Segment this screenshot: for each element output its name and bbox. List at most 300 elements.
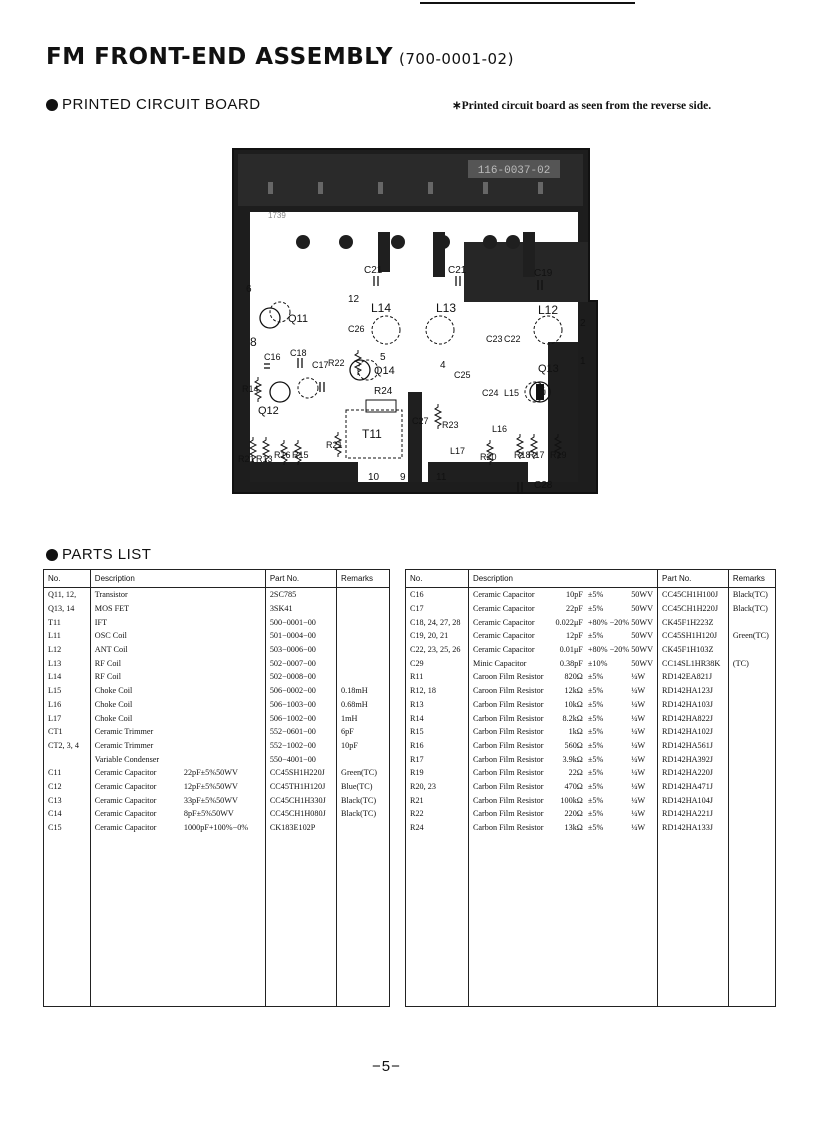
pcb-label-q14: Q14 (374, 365, 395, 377)
cell-val: 0.38pF (559, 658, 583, 668)
q13-gate (536, 384, 544, 400)
pcb-label-q13: Q13 (538, 363, 559, 375)
cell-rem (337, 821, 390, 835)
cell-part: RD142HA561J (658, 739, 729, 753)
cell-no: R16 (406, 739, 469, 753)
cell-spec (180, 670, 265, 684)
pcb-label-c18: C18 (290, 348, 307, 358)
cell-volt: 50WV (630, 656, 657, 670)
cell-part: CC45CH1H220J (658, 602, 729, 616)
cell-rem (728, 725, 775, 739)
cell-empty (587, 834, 630, 1006)
pcb-label-6: 6 (246, 284, 252, 295)
cell-spec (180, 656, 265, 670)
cell-no: R11 (406, 670, 469, 684)
cell-desc: RF Coil (90, 656, 180, 670)
cell-rem (337, 615, 390, 629)
cell-rem (337, 643, 390, 657)
pcb-label-r24: R24 (374, 386, 393, 397)
table-row (44, 766, 390, 780)
cell-rem: Green(TC) (337, 766, 390, 780)
page-title (46, 44, 514, 70)
page-number: −5− (372, 1058, 401, 1075)
cell-desc: Ceramic Capacitor (90, 780, 180, 794)
pcb-label-c26: C26 (348, 324, 365, 334)
cell-no: L14 (44, 670, 91, 684)
cell-tol: ±5% (587, 590, 604, 600)
cell-desc: ANT Coil (90, 643, 180, 657)
cell-part: 506−1002−00 (265, 711, 336, 725)
cell-rem: 10pF (337, 739, 390, 753)
pcb-label-c19: C19 (534, 268, 553, 279)
cell-part: CC45TH1H120J (265, 780, 336, 794)
cell-val: 470Ω (564, 781, 583, 791)
cell-tol: ±5% (587, 699, 604, 709)
pcb-label-c28: C28 (534, 480, 553, 491)
cell-tol: ±5% (587, 823, 604, 833)
cell-spec: 8pF±5%50WV (180, 807, 265, 821)
parts-table-right (405, 569, 776, 1007)
cell-desc: Minic Capacitor (468, 656, 551, 670)
col-description: Description (90, 570, 265, 588)
cell-tol: +80% −20% (587, 645, 630, 655)
cell-desc: Carbon Film Resistor (468, 725, 551, 739)
cell-desc: Carbon Film Resistor (468, 752, 551, 766)
cell-rem (728, 643, 775, 657)
cell-no: C14 (44, 807, 91, 821)
cell-part: 503−0006−00 (265, 643, 336, 657)
table-row (44, 807, 390, 821)
cell-volt: ¼W (630, 807, 657, 821)
cell-val: 10kΩ (564, 699, 583, 709)
pcb-label-c16: C16 (264, 352, 281, 362)
cell-val: 10pF (566, 590, 583, 600)
pcb-label-r21: R21 (326, 440, 343, 450)
cell-desc: RF Coil (90, 670, 180, 684)
cell-spec (180, 684, 265, 698)
cell-part: 552−1002−00 (265, 739, 336, 753)
pcb-board-code: 116-0037-02 (477, 165, 551, 177)
table-row (406, 807, 776, 821)
pcb-stamp: 1739 (268, 211, 286, 220)
cell-rem (337, 656, 390, 670)
pcb-label-r22: R22 (328, 358, 345, 368)
pcb-label-4: 4 (440, 360, 446, 371)
cell-rem (337, 588, 390, 602)
table-row (406, 752, 776, 766)
cell-volt: ¼W (630, 739, 657, 753)
cell-part: RD142HA471J (658, 780, 729, 794)
cell-volt: ¼W (630, 670, 657, 684)
cell-no: Q13, 14 (44, 602, 91, 616)
cell-no: R20, 23 (406, 780, 469, 794)
cell-rem (728, 793, 775, 807)
table-row (44, 752, 390, 766)
cell-val: 3.9kΩ (562, 754, 583, 764)
table-row (406, 739, 776, 753)
cell-part: 2SC785 (265, 588, 336, 602)
pcb-label-c27: C27 (412, 416, 429, 426)
cell-no: R19 (406, 766, 469, 780)
cell-part: 552−0601−00 (265, 725, 336, 739)
cell-empty (90, 834, 180, 1006)
table-row (44, 670, 390, 684)
cell-tol: +80% −20% (587, 617, 630, 627)
cell-rem (337, 629, 390, 643)
cell-part: RD142HA392J (658, 752, 729, 766)
cell-volt: 50WV (630, 615, 657, 629)
pcb-left-edge (238, 206, 250, 486)
cell-desc: Ceramic Trimmer (90, 739, 180, 753)
cell-rem: Black(TC) (337, 793, 390, 807)
cell-val: 22pF (566, 604, 583, 614)
cell-no: R15 (406, 725, 469, 739)
cell-val: 22Ω (568, 768, 583, 778)
cell-no: C11 (44, 766, 91, 780)
cell-empty (337, 834, 390, 1006)
cell-part: RD142HA104J (658, 793, 729, 807)
pcb-label-9: 9 (400, 472, 406, 483)
cell-part: CK183E102P (265, 821, 336, 835)
table-filler-row (406, 834, 776, 1006)
cell-part: 506−0002−00 (265, 684, 336, 698)
table-row (44, 698, 390, 712)
cell-spec (180, 725, 265, 739)
cell-no: R13 (406, 698, 469, 712)
cell-desc: Ceramic Capacitor (468, 602, 551, 616)
pcb-label-r20: R20 (480, 452, 497, 462)
cell-volt: ¼W (630, 725, 657, 739)
pcb-label-2: 2 (580, 318, 586, 329)
cell-desc: Ceramic Capacitor (90, 793, 180, 807)
pcb-label-r13: R13 (256, 454, 273, 464)
cell-volt: ¼W (630, 752, 657, 766)
cell-part: 3SK41 (265, 602, 336, 616)
table-row (44, 684, 390, 698)
table-row (406, 698, 776, 712)
cell-part: RD142HA103J (658, 698, 729, 712)
cell-desc: Ceramic Capacitor (90, 807, 180, 821)
cell-part: 500−0001−00 (265, 615, 336, 629)
cell-empty (44, 834, 91, 1006)
table-row (44, 821, 390, 835)
table-row (406, 588, 776, 602)
cell-part: 502−0008−00 (265, 670, 336, 684)
table-row (406, 793, 776, 807)
cell-no: CT1 (44, 725, 91, 739)
cell-val: 820Ω (564, 672, 583, 682)
cell-no: L11 (44, 629, 91, 643)
cell-rem (728, 670, 775, 684)
cell-rem: 0.18mH (337, 684, 390, 698)
cell-no: T11 (44, 615, 91, 629)
cell-desc: Choke Coil (90, 698, 180, 712)
cell-spec (180, 739, 265, 753)
assembly-code: (700-0001-02) (399, 50, 514, 68)
cell-volt: ¼W (630, 698, 657, 712)
cell-rem: Blue(TC) (337, 780, 390, 794)
pcb-label-c21: C21 (448, 265, 467, 276)
cell-volt: ¼W (630, 766, 657, 780)
cell-no: R24 (406, 821, 469, 835)
cell-rem (728, 752, 775, 766)
cell-volt: 50WV (630, 629, 657, 643)
pcb-label-r21: R21 (238, 454, 255, 464)
cell-desc: Carbon Film Resistor (468, 766, 551, 780)
cell-no: L15 (44, 684, 91, 698)
cell-no: R17 (406, 752, 469, 766)
pcb-note: ∗Printed circuit board as seen from the reverse side. (452, 100, 712, 112)
pcb-label-1: 1 (580, 356, 586, 367)
cell-rem (337, 602, 390, 616)
table-row (44, 656, 390, 670)
cell-tol: ±5% (587, 713, 604, 723)
cell-part: CC45CH1H330J (265, 793, 336, 807)
table-row (44, 588, 390, 602)
cell-rem: Black(TC) (337, 807, 390, 821)
pcb-label-r18: R18 (514, 450, 531, 460)
bullet-icon (46, 99, 58, 111)
cell-part: 550−4001−00 (265, 752, 336, 766)
cell-no: L17 (44, 711, 91, 725)
col-description: Description (468, 570, 657, 588)
pcb-label-c25: C25 (454, 370, 471, 380)
cell-part: RD142HA220J (658, 766, 729, 780)
cell-empty (551, 834, 587, 1006)
cell-desc: Ceramic Capacitor (90, 821, 180, 835)
pcb-label-c22: C22 (504, 334, 521, 344)
pcb-label-r19: R19 (550, 450, 567, 460)
cell-volt: ¼W (630, 821, 657, 835)
cell-rem: Black(TC) (728, 588, 775, 602)
parts-table-left (43, 569, 390, 1007)
table-header-row (44, 570, 390, 588)
cell-rem (728, 698, 775, 712)
table-row (44, 711, 390, 725)
cell-empty (468, 834, 551, 1006)
cell-no: C12 (44, 780, 91, 794)
cell-no: Q11, 12, (44, 588, 91, 602)
cell-part: RD142HA102J (658, 725, 729, 739)
cell-rem (337, 670, 390, 684)
pcb-label-5: 5 (380, 352, 386, 363)
cell-rem (728, 711, 775, 725)
cell-rem: (TC) (728, 656, 775, 670)
cell-desc: Carbon Film Resistor (468, 780, 551, 794)
cell-rem: Green(TC) (728, 629, 775, 643)
cell-desc: Ceramic Capacitor (90, 766, 180, 780)
table-row (406, 684, 776, 698)
cell-volt: ¼W (630, 684, 657, 698)
pcb-label-c21: C21 (364, 265, 383, 276)
cell-desc: Carbon Film Resistor (468, 739, 551, 753)
table-row (406, 670, 776, 684)
cell-volt: 50WV (630, 643, 657, 657)
cell-no: L12 (44, 643, 91, 657)
table-row (406, 711, 776, 725)
cell-no: C13 (44, 793, 91, 807)
pcb-label-12: 12 (348, 294, 360, 305)
cell-no: C17 (406, 602, 469, 616)
cell-desc: Choke Coil (90, 684, 180, 698)
cell-val: 560Ω (564, 740, 583, 750)
cell-tol: ±10% (587, 658, 608, 668)
cell-no: CT2, 3, 4 (44, 739, 91, 753)
cell-tol: ±5% (587, 727, 604, 737)
cell-desc: Carbon Film Resistor (468, 711, 551, 725)
cell-val: 0.022μF (555, 617, 583, 627)
cell-part: CC45CH1H080J (265, 807, 336, 821)
cell-desc: Ceramic Capacitor (468, 588, 551, 602)
cell-rem (728, 684, 775, 698)
cell-spec (180, 752, 265, 766)
cell-empty (728, 834, 775, 1006)
cell-tol: ±5% (587, 672, 604, 682)
cell-tol: ±5% (587, 809, 604, 819)
cell-volt: 50WV (630, 588, 657, 602)
cell-desc: MOS FET (90, 602, 180, 616)
cell-part: RD142EA821J (658, 670, 729, 684)
cell-val: 1kΩ (568, 727, 583, 737)
cell-part: CC45SH1H120J (658, 629, 729, 643)
cell-desc: Ceramic Trimmer (90, 725, 180, 739)
cell-volt: ¼W (630, 711, 657, 725)
cell-spec (180, 588, 265, 602)
title-text: FM FRONT-END ASSEMBLY (46, 44, 393, 70)
cell-spec (180, 602, 265, 616)
cell-no: C19, 20, 21 (406, 629, 469, 643)
col-part-no: Part No. (265, 570, 336, 588)
cell-rem (728, 807, 775, 821)
pcb-label-r23: R23 (442, 420, 459, 430)
table-row (44, 602, 390, 616)
cell-no: R21 (406, 793, 469, 807)
pcb-label-8: 8 (250, 335, 257, 349)
table-row (44, 725, 390, 739)
cell-rem: Black(TC) (728, 602, 775, 616)
table-row (406, 602, 776, 616)
pcb-label-l16: L16 (492, 424, 508, 434)
cell-rem (337, 752, 390, 766)
pcb-label-11: 11 (436, 472, 447, 483)
cell-no: C15 (44, 821, 91, 835)
cell-spec: 1000pF+100%−0% (180, 821, 265, 835)
cell-tol: ±5% (587, 604, 604, 614)
cell-empty (406, 834, 469, 1006)
col-part-no: Part No. (658, 570, 729, 588)
cell-rem (728, 821, 775, 835)
cell-val: 100kΩ (560, 795, 583, 805)
col-remarks: Remarks (728, 570, 775, 588)
cell-tol: ±5% (587, 631, 604, 641)
cell-rem: 1mH (337, 711, 390, 725)
table-row (44, 780, 390, 794)
col-remarks: Remarks (337, 570, 390, 588)
cell-empty (630, 834, 657, 1006)
cell-desc: IFT (90, 615, 180, 629)
cell-spec (180, 615, 265, 629)
table-row (406, 780, 776, 794)
cell-part: 502−0007−00 (265, 656, 336, 670)
cell-part: CK45F1H103Z (658, 643, 729, 657)
cell-desc: Caroon Film Resistor (468, 670, 551, 684)
table-row (44, 643, 390, 657)
cell-rem (728, 780, 775, 794)
parts-heading-text: PARTS LIST (62, 546, 152, 563)
cell-part: 506−1003−00 (265, 698, 336, 712)
table-row (406, 821, 776, 835)
parts-section-heading (46, 546, 151, 563)
header-rule (420, 2, 635, 4)
cell-val: 220Ω (564, 809, 583, 819)
table-row (44, 629, 390, 643)
cell-no: C18, 24, 27, 28 (406, 615, 469, 629)
pcb-label-c17: C17 (312, 360, 329, 370)
cell-part: RD142HA822J (658, 711, 729, 725)
pcb-label-c24: C24 (482, 388, 499, 398)
cell-desc: Carbon Film Resistor (468, 807, 551, 821)
cell-part: CC45CH1H100J (658, 588, 729, 602)
table-row (406, 656, 776, 670)
cell-tol: ±5% (587, 781, 604, 791)
cell-spec (180, 698, 265, 712)
cell-spec: 22pF±5%50WV (180, 766, 265, 780)
cell-empty (658, 834, 729, 1006)
cell-volt: ¼W (630, 793, 657, 807)
pcb-label-r14: R14 (242, 384, 259, 394)
cell-volt: ¼W (630, 780, 657, 794)
cell-part: RD142HA133J (658, 821, 729, 835)
pcb-label-r16: R16 (274, 450, 291, 460)
table-row (44, 615, 390, 629)
pcb-heading-text: PRINTED CIRCUIT BOARD (62, 96, 261, 113)
cell-spec (180, 629, 265, 643)
cell-val: 0.01μF (559, 645, 583, 655)
table-row (406, 766, 776, 780)
cell-desc: Ceramic Capacitor (468, 629, 551, 643)
cell-no (44, 752, 91, 766)
pcb-label-l15: L15 (504, 388, 520, 398)
cell-desc: Carbon Film Resistor (468, 698, 551, 712)
pcb-label-c23: C23 (486, 334, 503, 344)
cell-desc: Variable Condenser (90, 752, 180, 766)
cell-val: 12kΩ (564, 686, 583, 696)
bullet-icon (46, 549, 58, 561)
pcb-label-q12: Q12 (258, 405, 279, 417)
cell-no: L13 (44, 656, 91, 670)
cell-tol: ±5% (587, 768, 604, 778)
cell-empty (265, 834, 336, 1006)
table-row (44, 739, 390, 753)
cell-desc: OSC Coil (90, 629, 180, 643)
pcb-label-r17: R17 (528, 450, 545, 460)
table-row (44, 793, 390, 807)
cell-no: C16 (406, 588, 469, 602)
cell-spec (180, 643, 265, 657)
cell-no: R22 (406, 807, 469, 821)
cell-no: R12, 18 (406, 684, 469, 698)
cell-desc: Ceramic Capacitor (468, 615, 551, 629)
cell-spec: 12pF±5%50WV (180, 780, 265, 794)
cell-desc: Transistor (90, 588, 180, 602)
cell-tol: ±5% (587, 754, 604, 764)
cell-rem (728, 739, 775, 753)
cell-rem: 0.68mH (337, 698, 390, 712)
cell-spec (180, 711, 265, 725)
pcb-section-heading (46, 96, 261, 113)
table-row (406, 643, 776, 657)
table-row (406, 615, 776, 629)
